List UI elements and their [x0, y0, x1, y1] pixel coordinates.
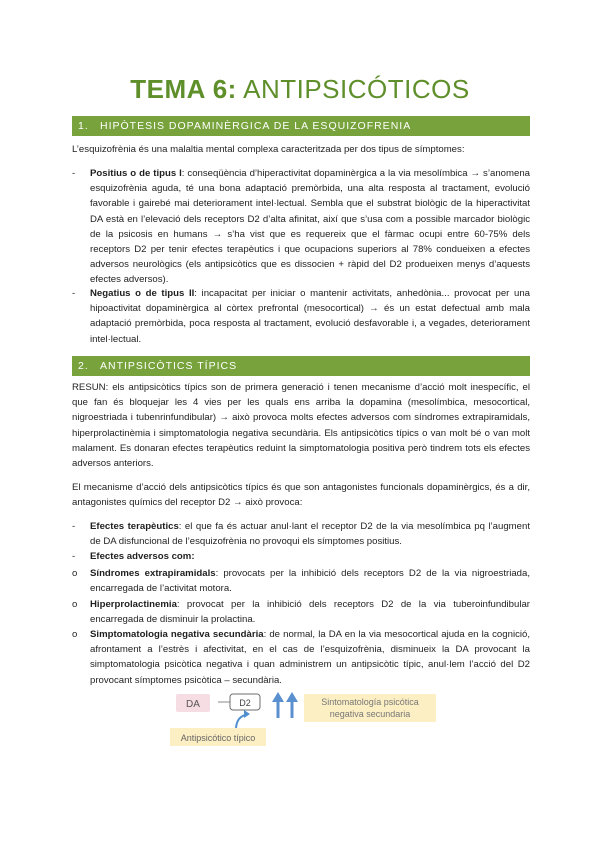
- section-2-resum: RESUN: els antipsicòtics típics son de primera generació i tenen mecanisme d’acció molt inespecífic, el que fan és bloquejar les 4 vies per les quals ens arriba la dopamina (mesolímbica, mesocortical, nigroestriada i tubenrinfundibular) → això provoca molts efectes adversos com síndromes extrapiramidals, hiperprolactinèmia i simptomatologia negativa secundària. Els antipsicòtics típics o van molt bé o van molt malament. Es donaran efectes terapèutics reduint la simptomatologia positiva però tindrem tots els efectes adversos anteriors.: [72, 382, 530, 470]
- list-item-efectes-adversos: [72, 549, 530, 564]
- effect-line-2: negativa secundaria: [329, 709, 411, 719]
- list-marker: -: [72, 168, 76, 179]
- item-lead: Síndromes extrapiramidals: [90, 568, 216, 579]
- item-lead: Efectes adversos com:: [90, 551, 195, 562]
- section-2-mechanism: El mecanisme d’acció dels antipsicòtics típics és que son antagonistes funcionals dopaminèrgics, és a dir, antagonistes químics del receptor D2 → això provoca:: [72, 482, 530, 509]
- list-subitem-simptomatologia: [72, 627, 530, 688]
- list-marker: o: [72, 568, 78, 579]
- section-1-intro: L’esquizofrènia és una malaltia mental complexa caracteritzada per dos tipus de símptomes:: [72, 144, 465, 155]
- list-marker: o: [72, 629, 78, 640]
- item-text: : conseqüència d’hiperactivitat dopaminèrgica a la via mesolímbica → s’anomena esquizofrènia aguda, té una bona adaptació premòrbida, una alta resposta al tractament, evolució favorable i gairebé mai deteriorament intel·lectual. Sembla que el substrat biològic de la hiperactivitat DA està en l’elevació dels receptors D2 d’alta afinitat, així que s’usa com a possible marcador biològic de la psicosis en humans → s’ha vist que es requereix que el fàrmac ocupi entre 60-75% dels receptors D2 per tenir efectes terapèutics i que ocupacions superiors al 78% condueixen a efectes adversos neurològics (els antipsicòtics que es dissocien + ràpid del D2 produeixen menys d’aquests efectes adversos).: [90, 168, 530, 286]
- effect-line-1: Sintomatología psicótica: [321, 697, 419, 707]
- da-label: DA: [186, 699, 200, 710]
- blocking-arrowhead: [244, 710, 250, 718]
- title-number: TEMA 6:: [130, 74, 237, 104]
- drug-label: Antipsicótico típico: [180, 733, 256, 743]
- list-subitem-extrapiramidals: [72, 566, 530, 596]
- up-arrow-icon: [272, 692, 284, 702]
- list-marker: -: [72, 551, 76, 562]
- section-1-number: 1.: [78, 120, 89, 132]
- item-lead: Negatius o de tipus II: [90, 288, 195, 299]
- antipsychotic-diagram: [166, 688, 442, 750]
- list-marker: -: [72, 521, 76, 532]
- item-text: : provocat per la inhibició dels receptors D2 de la via tuberoinfundibular encarregada de disminuir la prolactina.: [90, 599, 530, 626]
- section-2-number: 2.: [78, 360, 89, 372]
- title-text: ANTIPSICÓTICOS: [236, 74, 470, 104]
- list-item-positius: [72, 166, 530, 288]
- item-text: : el que fa és actuar anul·lant el receptor D2 de la via mesolímbica pq l’augment de DA disfuncional de l’esquizofrènia no provoqui els símptomes positius.: [90, 521, 531, 548]
- list-marker: o: [72, 599, 78, 610]
- section-1-heading: HIPÒTESIS DOPAMINÈRGICA DE LA ESQUIZOFRENIA: [100, 120, 412, 132]
- item-lead: Simptomatologia negativa secundària: [90, 629, 264, 640]
- up-arrow-icon: [286, 692, 298, 702]
- list-item-efectes-terapeutics: [72, 519, 530, 549]
- item-text: : provocats per la inhibició dels receptors D2 de la via nigroestriada, encarregada de l’activitat motora.: [90, 568, 530, 595]
- d2-label: D2: [239, 698, 251, 708]
- item-lead: Efectes terapèutics: [90, 521, 179, 532]
- page-title: [0, 74, 600, 104]
- list-marker: -: [72, 288, 76, 299]
- list-item-negatius: [72, 286, 530, 347]
- item-text: : incapacitat per iniciar o mantenir activitats, anhedònia... provocat per una hipoactivitat dopaminèrgica al còrtex prefrontal (mesocortical) → és un estat defectual amb mala adaptació premòrbida, poca resposta al tractament, evolució desfavorable i, a vegades, deteriorament intel·lectual.: [90, 288, 530, 345]
- item-text: : de normal, la DA en la via mesocortical ajuda en la cognició, afrontament a l’estrès i afectivitat, en el cas de l’esquizofrènia, disminueix la DA provocant la simptomatologia psicòtica negativa i quan administrem un antipsicòtic típic, anul·lem l’acció del D2 provocant símptomes psicòtica – secundària.: [90, 629, 530, 686]
- item-lead: Positius o de tipus I: [90, 168, 182, 179]
- item-lead: Hiperprolactinemia: [90, 599, 177, 610]
- section-2-heading-bar: [72, 356, 530, 376]
- list-subitem-hiperprolactinemia: [72, 597, 530, 627]
- section-2-heading: ANTIPSICÒTICS TÍPICS: [100, 360, 238, 372]
- section-1-heading-bar: [72, 116, 530, 136]
